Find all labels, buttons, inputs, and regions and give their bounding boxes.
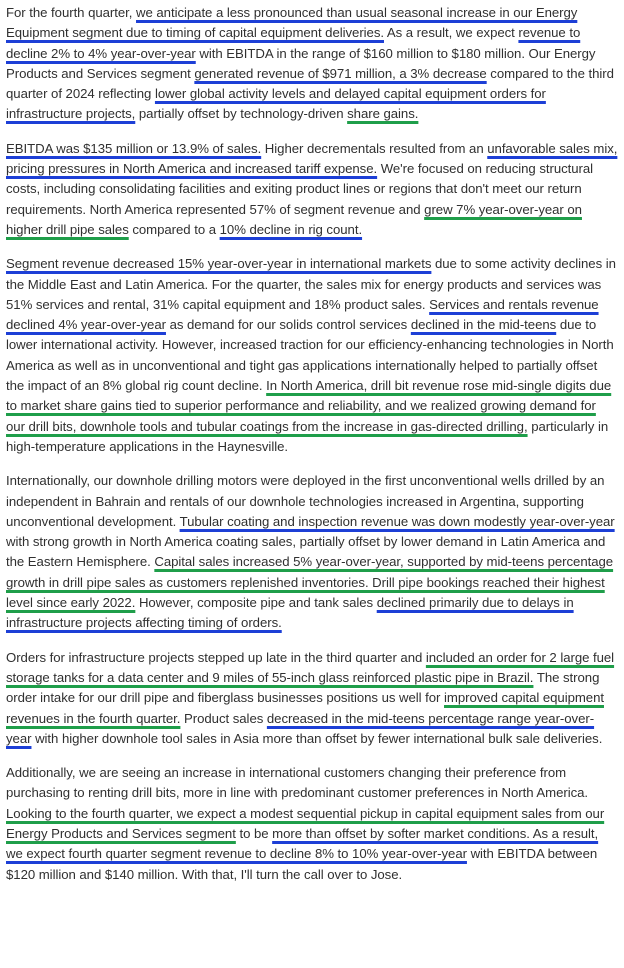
paragraph-3: [6, 254, 618, 457]
text-run: partially offset by technology-driven: [135, 106, 348, 122]
blue-highlight: generated revenue of $971 million, a 3% decrease: [194, 65, 487, 81]
text-run: with higher downhole tool sales in Asia more than offset by fewer international bulk sale deliveries.: [31, 730, 603, 746]
text-run: Higher decrementals resulted from an: [261, 140, 488, 156]
blue-highlight: declined in the mid-teens: [410, 317, 557, 333]
text-run: Internationally, our downhole drilling motors were deployed in the first unconventional wells drilled by an independent in Bahrain and rentals of our downhole technologies increased in Argentina, supporting unconventional development.: [6, 473, 605, 529]
green-highlight: Capital sales increased 5% year-over-year, supported by mid-teens percentage growth in drill pipe sales as customers replenished inventories. Drill pipe bookings reached their highest level since early 2022.: [6, 554, 614, 611]
text-run: The strong order intake for our drill pipe and fiberglass businesses positions us well for: [6, 669, 600, 706]
text-run: For the fourth quarter,: [6, 5, 137, 20]
green-highlight: share gains.: [347, 106, 419, 122]
paragraph-2: [6, 139, 618, 240]
text-run: Product sales: [180, 710, 267, 726]
blue-highlight: declined primarily due to delays in infrastructure projects affecting timing of orders.: [6, 595, 574, 631]
blue-highlight: EBITDA was $135 million or 13.9% of sales.: [6, 140, 262, 156]
green-highlight: Looking to the fourth quarter, we expect a modest sequential pickup in capital equipment sales from our Energy Products and Services segment: [6, 805, 605, 841]
paragraph-4: [6, 471, 618, 633]
blue-highlight: revenue to decline 2% to 4% year-over-year: [6, 25, 581, 61]
text-run: due to some activity declines in the Middle East and Latin America. For the quarter, the sales mix for energy products and services was 51% services and rental, 31% capital equipment and 18% product sales.: [6, 256, 616, 312]
blue-highlight: Segment revenue decreased 15% year-over-year in international markets: [6, 256, 432, 272]
text-run: compared to a: [128, 221, 220, 237]
blue-highlight: lower global activity levels and delayed capital equipment orders for infrastructure projects,: [6, 86, 546, 122]
blue-highlight: more than offset by softer market conditions. As a result, we expect fourth quarter segment revenue to decline 8% to 10% year-over-year: [6, 825, 599, 862]
text-run: due to lower international activity. However, increased traction for our efficiency-enhancing technologies in North America as well as in unconventional and tight gas applications internationally helped to partially offset the impact of an 8% global rig count decline.: [6, 317, 614, 394]
text-run: Additionally, we are seeing an increase in international customers changing their preference from purchasing to renting drill bits, more in line with predominant customer preferences in North America.: [6, 765, 589, 801]
paragraph-1: [6, 3, 618, 125]
text-run: with EBITDA between $120 million and $140 million. With that, I'll turn the call over to Jose.: [6, 846, 598, 882]
blue-highlight: unfavorable sales mix, pricing pressures in North America and increased tariff expense.: [6, 140, 618, 177]
blue-highlight: Tubular coating and inspection revenue was down modestly year-over-year: [179, 513, 615, 529]
blue-highlight: we anticipate a less pronounced than usual seasonal increase in our Energy Equipment segment due to timing of capital equipment deliveries.: [6, 5, 578, 41]
paragraph-6: [6, 763, 618, 885]
green-highlight: included an order for 2 large fuel storage tanks for a data center and 9 miles of 55-inch glass reinforced plastic pipe in Brazil.: [6, 649, 615, 685]
green-highlight: improved capital equipment revenues in the fourth quarter.: [6, 690, 604, 726]
text-run: Orders for infrastructure projects stepped up late in the third quarter and: [6, 649, 426, 665]
green-highlight: In North America, drill bit revenue rose mid-single digits due to market share gains tied to superior performance and reliability, and we realized growing demand for our drill bits, downhole tools and tubular coatings from the increase in gas-directed drilling,: [6, 378, 612, 434]
text-run: with strong growth in North America coating sales, partially offset by lower demand in Latin America and the Eastern Hemisphere.: [6, 534, 606, 570]
text-run: as demand for our solids control services: [165, 317, 411, 333]
paragraph-5: [6, 648, 618, 749]
text-run: However, composite pipe and tank sales: [135, 595, 377, 611]
text-run: particularly in high-temperature applications in the Haynesville.: [6, 418, 609, 454]
text-run: compared to the third quarter of 2024 reflecting: [6, 65, 614, 102]
blue-highlight: Services and rentals revenue declined 4% year-over-year: [6, 296, 599, 333]
text-run: to be: [235, 825, 273, 841]
blue-highlight: decreased in the mid-teens percentage range year-over-year: [6, 710, 595, 746]
text-run: with EBITDA in the range of $160 million to $180 million. Our Energy Products and Services segment: [6, 45, 596, 81]
text-run: As a result, we expect: [384, 25, 519, 41]
green-highlight: grew 7% year-over-year on higher drill pipe sales: [6, 201, 582, 237]
blue-highlight: 10% decline in rig count.: [219, 221, 363, 237]
text-run: We're focused on reducing structural costs, including consolidating facilities and exiting product lines or regions that don't meet our return requirements. North America represented 57% of segment revenue and: [6, 161, 594, 217]
